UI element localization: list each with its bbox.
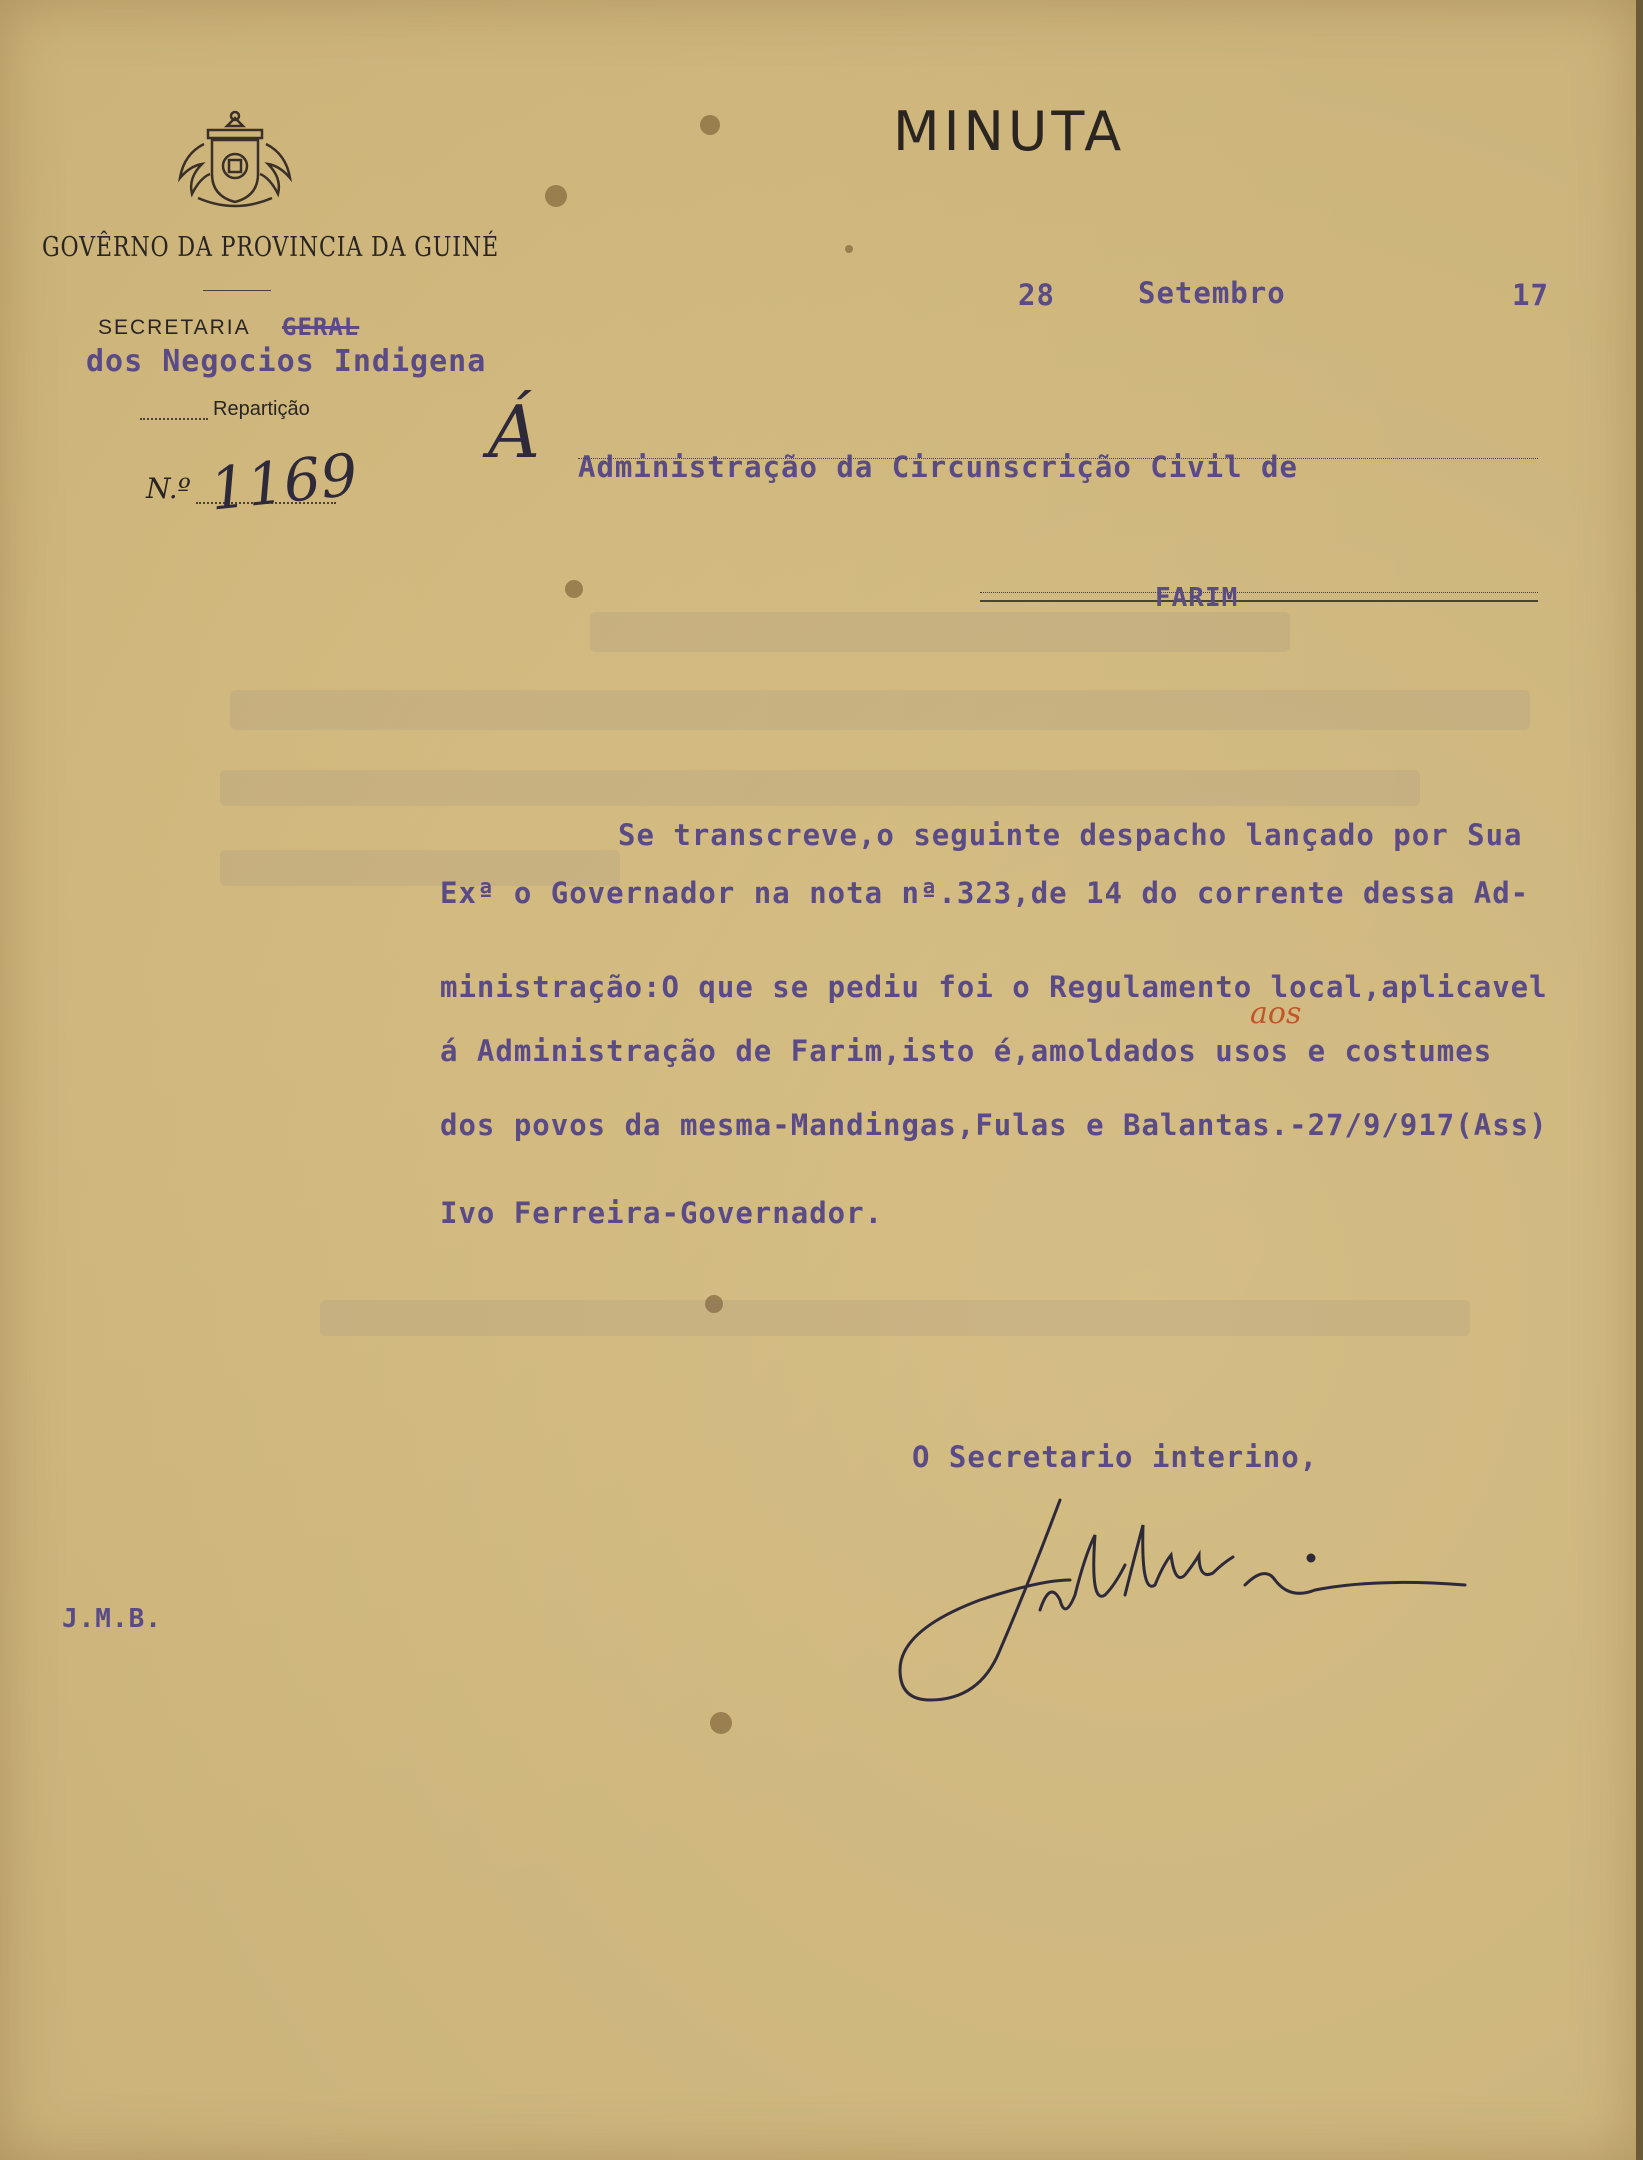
typist-initials: J.M.B. — [62, 1604, 162, 1634]
handwritten-number: 1169 — [206, 440, 361, 524]
date-day: 28 — [1018, 278, 1055, 312]
signoff: O Secretario interino, — [912, 1440, 1319, 1474]
addressee-strike-line — [980, 600, 1538, 602]
addressee-line2: FARIM — [1155, 583, 1239, 613]
stain-spot — [700, 115, 720, 135]
coat-of-arms-icon — [168, 108, 302, 212]
bleed-through-shadow — [320, 1300, 1470, 1336]
addressee-dotted-line2 — [980, 592, 1538, 593]
signature-icon — [890, 1490, 1490, 1720]
secretaria-struck-word: GERAL — [282, 313, 360, 341]
secretaria-label: SECRETARIA — [98, 316, 251, 339]
addressee-prefix: Á — [488, 390, 540, 474]
body-line-4: á Administração de Farim,isto é,amoldados usos e costumes — [440, 1034, 1493, 1068]
reparticao-label: Repartição — [213, 398, 310, 420]
handwritten-correction: aos — [1250, 996, 1302, 1031]
stain-spot — [545, 185, 567, 207]
stain-spot — [710, 1712, 732, 1734]
bleed-through-shadow — [590, 612, 1290, 652]
body-line-2: Exª o Governador na nota nª.323,de 14 do corrente dessa Ad- — [440, 876, 1530, 910]
heading-divider — [203, 290, 271, 291]
number-prefix: N.º — [146, 472, 191, 505]
date-month: Setembro — [1138, 276, 1286, 310]
government-heading: GOVÊRNO DA PROVINCIA DA GUINÉ — [42, 232, 499, 263]
secretaria-typed-name: dos Negocios Indigena — [86, 344, 487, 379]
body-line-6: Ivo Ferreira-Governador. — [440, 1196, 884, 1230]
date-year: 17 — [1512, 278, 1549, 312]
addressee-line1: Administração da Circunscrição Civil de — [578, 450, 1298, 484]
addressee-dotted-line1 — [578, 458, 1538, 459]
stain-spot — [565, 580, 583, 598]
body-line-5: dos povos da mesma-Mandingas,Fulas e Balantas.-27/9/917(Ass) — [440, 1108, 1548, 1142]
document-title: MINUTA — [893, 100, 1126, 163]
stain-spot — [845, 245, 853, 253]
bleed-through-shadow — [230, 690, 1530, 730]
reparticao-dotted-line — [140, 418, 208, 420]
body-line-3: ministração:O que se pediu foi o Regulamento local,aplicavel — [440, 970, 1548, 1004]
bleed-through-shadow — [220, 770, 1420, 806]
body-line-1: Se transcreve,o seguinte despacho lançado por Sua — [618, 818, 1523, 852]
